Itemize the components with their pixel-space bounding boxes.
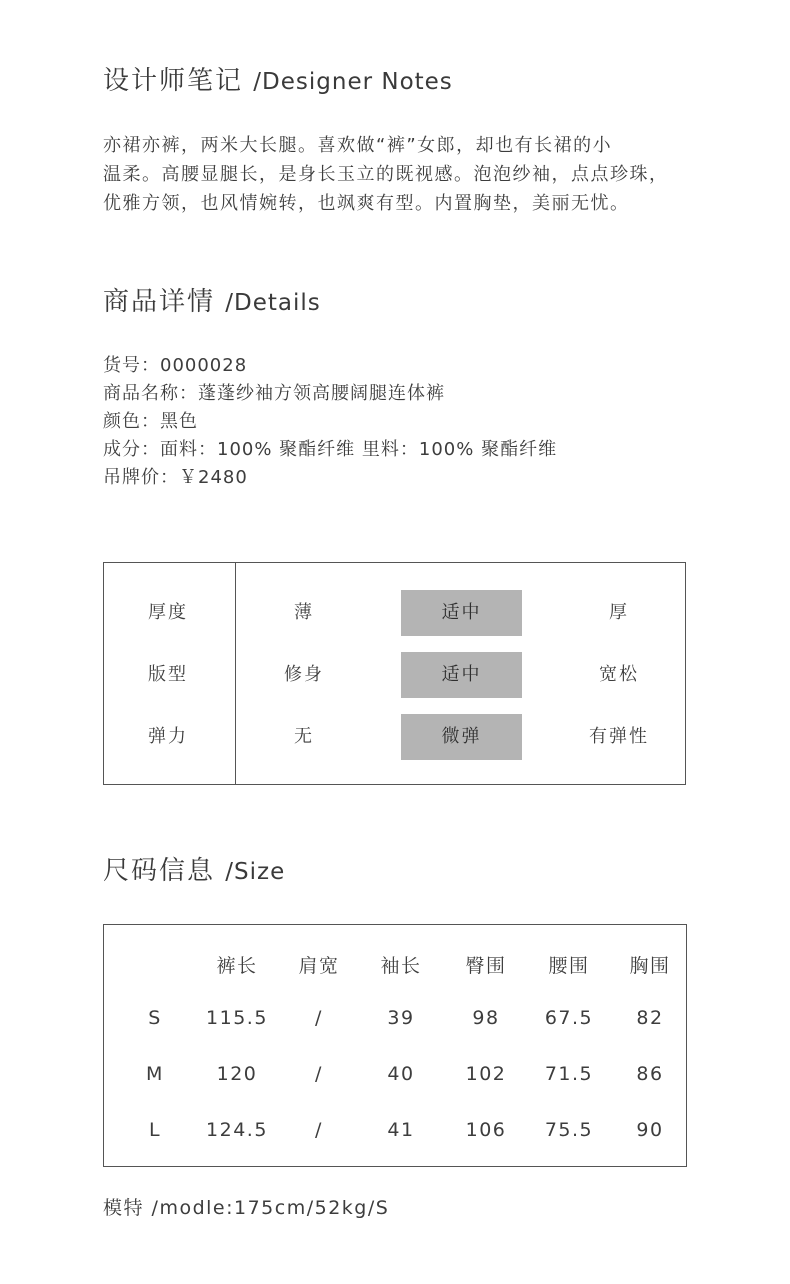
attr-option: 薄	[294, 602, 314, 623]
size-header: 肩宽	[298, 955, 340, 977]
size-cell: 90	[636, 1119, 664, 1141]
size-cell: 98	[472, 1007, 500, 1029]
size-cell: 40	[387, 1063, 415, 1085]
size-cell: 39	[387, 1007, 415, 1029]
size-cell: 124.5	[206, 1119, 268, 1141]
size-header: 裤长	[216, 955, 258, 977]
designer-notes-heading	[103, 60, 453, 97]
designer-notes-title-cn: 设计师笔记	[103, 66, 244, 96]
size-row-label: M	[146, 1063, 164, 1085]
size-title-cn: 尺码信息	[103, 856, 216, 886]
size-cell: 75.5	[544, 1119, 594, 1141]
size-cell: /	[315, 1119, 323, 1141]
attr-label-elasticity: 弹力	[148, 726, 188, 747]
size-header: 腰围	[548, 955, 590, 977]
designer-notes-title-en: /Designer Notes	[253, 69, 453, 95]
attr-option: 修身	[284, 664, 324, 685]
size-cell: 41	[387, 1119, 415, 1141]
attr-option: 有弹性	[589, 726, 649, 747]
product-sku: 货号：0000028	[103, 355, 248, 376]
size-cell: 86	[636, 1063, 664, 1085]
size-cell: 120	[216, 1063, 258, 1085]
attribute-table-divider	[235, 563, 236, 785]
size-title-en: /Size	[225, 859, 286, 885]
size-cell: 67.5	[544, 1007, 594, 1029]
designer-notes-body	[103, 131, 723, 218]
details-list	[103, 352, 557, 492]
attr-label-fit: 版型	[148, 664, 188, 685]
details-title-en: /Details	[225, 290, 321, 316]
product-name: 商品名称：蓬蓬纱袖方领高腰阔腿连体裤	[103, 383, 445, 404]
designer-notes-line: 温柔。高腰显腿长，是身长玉立的既视感。泡泡纱袖，点点珍珠，	[103, 164, 669, 185]
attr-option: 无	[294, 726, 314, 747]
details-heading	[103, 281, 321, 318]
size-cell: 115.5	[206, 1007, 268, 1029]
size-header: 胸围	[629, 955, 671, 977]
size-cell: /	[315, 1063, 323, 1085]
size-cell: 102	[465, 1063, 507, 1085]
size-row-label: S	[148, 1007, 162, 1029]
model-info: 模特 /modle:175cm/52kg/S	[103, 1197, 390, 1219]
attr-option: 厚	[609, 602, 629, 623]
attr-option-selected: 适中	[401, 590, 522, 636]
designer-notes-line: 亦裙亦裤，两米大长腿。喜欢做“裤”女郎，却也有长裙的小	[103, 135, 613, 156]
details-title-cn: 商品详情	[103, 287, 216, 317]
size-cell: /	[315, 1007, 323, 1029]
size-cell: 106	[465, 1119, 507, 1141]
size-heading	[103, 850, 285, 887]
attr-label-thickness: 厚度	[148, 602, 188, 623]
product-price: 吊牌价：￥2480	[103, 467, 248, 488]
size-header: 臀围	[465, 955, 507, 977]
attr-option-selected: 微弹	[401, 714, 522, 760]
size-cell: 82	[636, 1007, 664, 1029]
product-color: 颜色：黑色	[103, 411, 198, 432]
size-row-label: L	[148, 1119, 162, 1141]
product-composition: 成分：面料：100% 聚酯纤维 里料：100% 聚酯纤维	[103, 439, 558, 460]
designer-notes-line: 优雅方领，也风情婉转，也飒爽有型。内置胸垫，美丽无忧。	[103, 193, 630, 214]
size-cell: 71.5	[544, 1063, 594, 1085]
attr-option: 宽松	[599, 664, 639, 685]
attr-option-selected: 适中	[401, 652, 522, 698]
size-header: 袖长	[380, 955, 422, 977]
